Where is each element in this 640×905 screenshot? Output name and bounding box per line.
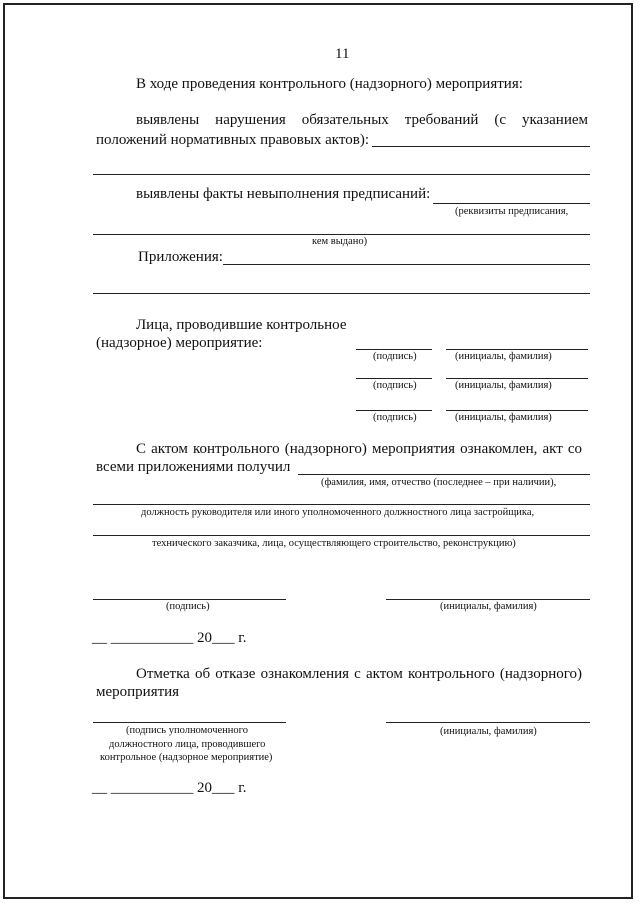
refusal-name-hint: (инициалы, фамилия) [440,726,537,737]
acquaintance-hint-position: должность руководителя или иного уполномоченного должностного лица застройщика, [141,507,535,518]
prescriptions-field-line-2 [93,234,590,235]
inspector-name-hint-3: (инициалы, фамилия) [455,412,552,423]
prescriptions-field-line [433,203,590,204]
inspectors-label-2: (надзорное) мероприятие: [96,335,263,351]
inspector-name-hint-2: (инициалы, фамилия) [455,380,552,391]
acquaintance-name-line [386,599,590,600]
acquaintance-line1: С актом контрольного (надзорного) мероприятия ознакомлен, акт со [136,441,582,457]
acquaintance-hint-fio: (фамилия, имя, отчество (последнее – при наличии), [321,477,557,488]
attachments-label: Приложения: [138,249,223,265]
prescriptions-hint-1: (реквизиты предписания, [455,206,569,217]
violations-line2: положений нормативных правовых актов): [96,132,370,148]
violations-field-line [372,146,590,147]
refusal-sign-hint-2: должностного лица, проводившего [109,739,266,750]
inspector-sign-hint-3: (подпись) [373,412,417,423]
acquaintance-fio-line [298,474,590,475]
inspectors-label-1: Лица, проводившие контрольное [136,317,347,333]
acquaintance-date: __ ___________ 20___ г. [92,630,247,646]
acquaintance-customer-line [93,535,590,536]
inspector-name-line-2 [446,378,588,379]
acquaintance-sign-line [93,599,286,600]
refusal-line2: мероприятия [96,684,180,700]
intro-text: В ходе проведения контрольного (надзорного) мероприятия: [136,76,523,92]
acquaintance-sign-hint: (подпись) [166,601,210,612]
inspector-sign-line-1 [356,349,432,350]
inspector-name-line-1 [446,349,588,350]
acquaintance-position-line [93,504,590,505]
refusal-sign-hint-1: (подпись уполномоченного [126,725,248,736]
inspector-sign-hint-2: (подпись) [373,380,417,391]
inspector-sign-line-2 [356,378,432,379]
inspector-name-line-3 [446,410,588,411]
refusal-line1: Отметка об отказе ознакомления с актом контрольного (надзорного) [136,666,582,682]
refusal-sign-line [93,722,286,723]
violations-line1: выявлены нарушения обязательных требований (с указанием [136,112,588,128]
attachments-field-line-2 [93,293,590,294]
acquaintance-line2: всеми приложениями получил [96,459,291,475]
prescriptions-hint-2: кем выдано) [312,236,368,247]
refusal-date: __ ___________ 20___ г. [92,780,247,796]
prescriptions-label: выявлены факты невыполнения предписаний: [136,186,431,202]
inspector-sign-hint-1: (подпись) [373,351,417,362]
attachments-field-line [223,264,590,265]
inspector-name-hint-1: (инициалы, фамилия) [455,351,552,362]
acquaintance-name-hint: (инициалы, фамилия) [440,601,537,612]
acquaintance-hint-customer: технического заказчика, лица, осуществляющего строительство, реконструкцию) [152,538,516,549]
violations-field-line-2 [93,174,590,175]
page-number: 11 [335,46,350,62]
refusal-sign-hint-3: контрольное (надзорное мероприятие) [100,752,273,763]
refusal-name-line [386,722,590,723]
inspector-sign-line-3 [356,410,432,411]
